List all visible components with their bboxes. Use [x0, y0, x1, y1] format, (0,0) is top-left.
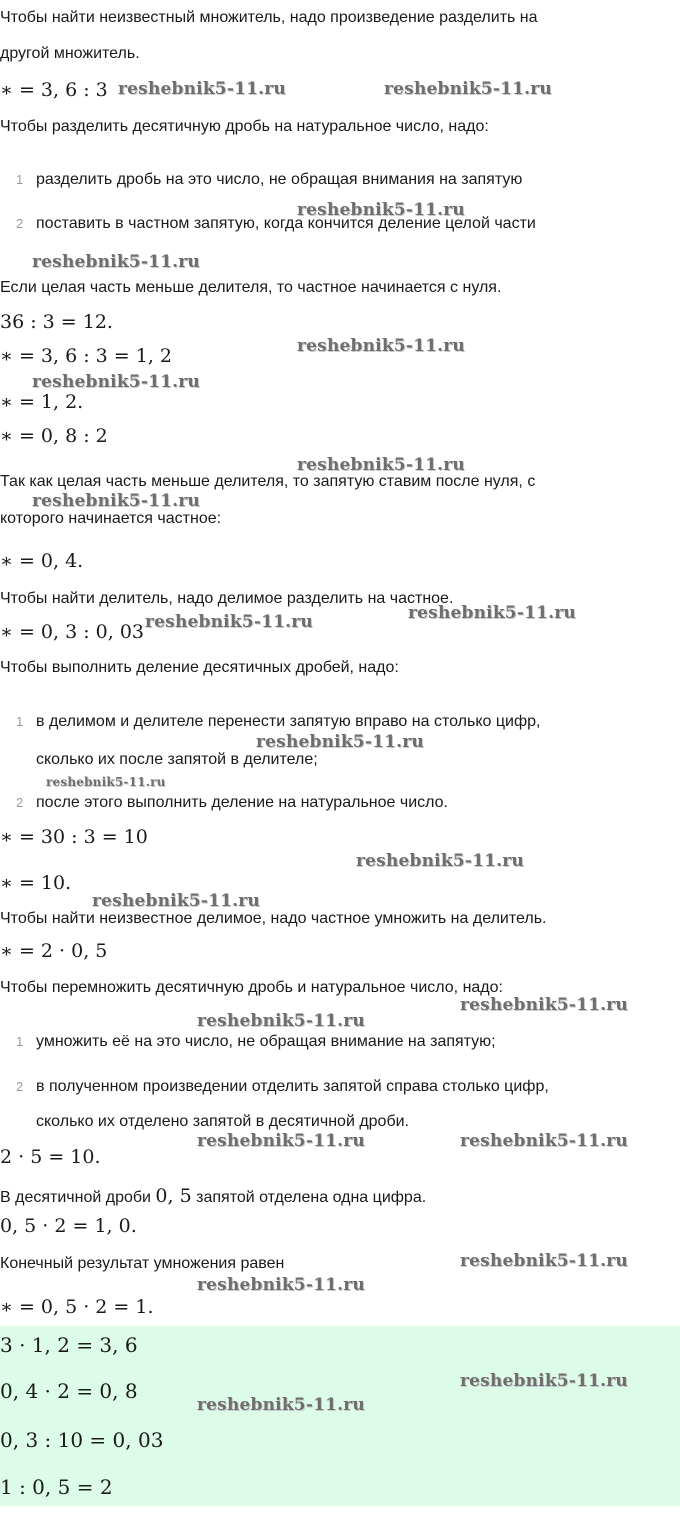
answer-line: 3 · 1, 2 = 3, 6: [0, 1333, 138, 1357]
note-digit: [0, 1183, 426, 1209]
rule-div-nat: Чтобы разделить десятичную дробь на натуральное число, надо:: [0, 118, 489, 135]
equation-2: 36 : 3 = 12.: [0, 311, 113, 333]
step-number: 2: [16, 795, 24, 810]
equation-11: 2 · 5 = 10.: [0, 1146, 101, 1168]
watermark: reshebnik5-11.ru: [46, 775, 166, 789]
watermark: reshebnik5-11.ru: [297, 336, 465, 356]
watermark: reshebnik5-11.ru: [92, 891, 260, 911]
step-number: 1: [16, 172, 24, 187]
watermark: reshebnik5-11.ru: [197, 1011, 365, 1031]
watermark: reshebnik5-11.ru: [145, 612, 313, 632]
watermark: reshebnik5-11.ru: [32, 372, 200, 392]
equation-5: ∗ = 0, 8 : 2: [0, 425, 108, 447]
step-text: после этого выполнить деление на натуральное число.: [36, 794, 448, 811]
step-text: в делимом и делителе перенести запятую вправо на столько цифр,: [36, 713, 541, 730]
watermark: reshebnik5-11.ru: [460, 1131, 628, 1151]
watermark: reshebnik5-11.ru: [197, 1275, 365, 1295]
answer-line: 1 : 0, 5 = 2: [0, 1475, 113, 1499]
answer-block: [0, 1326, 680, 1506]
watermark: reshebnik5-11.ru: [460, 1371, 628, 1391]
step-text: в полученном произведении отделить запятой справа столько цифр,: [36, 1078, 549, 1095]
watermark: reshebnik5-11.ru: [460, 1251, 628, 1271]
step-number: 1: [16, 1034, 24, 1049]
watermark: reshebnik5-11.ru: [297, 200, 465, 220]
rule-factor-line1: Чтобы найти неизвестный множитель, надо произведение разделить на: [0, 9, 538, 26]
note-digit-post: запятой отделена одна цифра.: [191, 1189, 427, 1206]
note-zero: Если целая часть меньше делителя, то частное начинается с нуля.: [0, 279, 502, 296]
watermark: reshebnik5-11.ru: [408, 603, 576, 623]
rule-dividend: Чтобы найти неизвестное делимое, надо частное умножить на делитель.: [0, 910, 547, 927]
step-text: сколько их после запятой в делителе;: [36, 751, 318, 768]
rule-div-dec: Чтобы выполнить деление десятичных дробей, надо:: [0, 659, 399, 676]
note-comma-line1: Так как целая часть меньше делителя, то запятую ставим после нуля, с: [0, 473, 536, 490]
step-number: 2: [16, 1079, 24, 1094]
watermark: reshebnik5-11.ru: [384, 79, 552, 99]
step-text: поставить в частном запятую, когда кончится деление целой части: [36, 215, 536, 232]
step-text: сколько их отделено запятой в десятичной дроби.: [36, 1113, 409, 1130]
answer-line: 0, 3 : 10 = 0, 03: [0, 1428, 164, 1452]
equation-3: ∗ = 3, 6 : 3 = 1, 2: [0, 345, 172, 367]
watermark: reshebnik5-11.ru: [256, 732, 424, 752]
watermark: reshebnik5-11.ru: [32, 252, 200, 272]
rule-mult: Чтобы перемножить десятичную дробь и натуральное число, надо:: [0, 979, 503, 996]
rule-divisor: Чтобы найти делитель, надо делимое разделить на частное.: [0, 590, 454, 607]
watermark: reshebnik5-11.ru: [297, 455, 465, 475]
watermark: reshebnik5-11.ru: [460, 995, 628, 1015]
note-comma-line2: которого начинается частное:: [0, 510, 222, 527]
step-text: разделить дробь на это число, не обращая внимания на запятую: [36, 171, 523, 188]
equation-9: ∗ = 10.: [0, 872, 72, 894]
step-number: 2: [16, 216, 24, 231]
equation-6: ∗ = 0, 4.: [0, 550, 84, 572]
equation-1: ∗ = 3, 6 : 3: [0, 79, 108, 101]
equation-8: ∗ = 30 : 3 = 10: [0, 826, 148, 848]
result-text: Конечный результат умножения равен: [0, 1255, 285, 1272]
step-number: 1: [16, 714, 24, 729]
rule-factor-line2: другой множитель.: [0, 45, 140, 62]
equation-13: ∗ = 0, 5 · 2 = 1.: [0, 1296, 154, 1318]
equation-4: ∗ = 1, 2.: [0, 391, 84, 413]
watermark: reshebnik5-11.ru: [32, 491, 200, 511]
equation-12: 0, 5 · 2 = 1, 0.: [0, 1215, 137, 1237]
note-digit-value: 0, 5: [155, 1185, 192, 1207]
watermark: reshebnik5-11.ru: [356, 851, 524, 871]
equation-7: ∗ = 0, 3 : 0, 03: [0, 621, 144, 643]
watermark: reshebnik5-11.ru: [118, 79, 286, 99]
equation-10: ∗ = 2 · 0, 5: [0, 940, 108, 962]
answer-line: 0, 4 · 2 = 0, 8: [0, 1379, 138, 1403]
note-digit-pre: В десятичной дроби: [0, 1189, 156, 1206]
watermark: reshebnik5-11.ru: [197, 1131, 365, 1151]
watermark: reshebnik5-11.ru: [197, 1395, 365, 1415]
step-text: умножить её на это число, не обращая внимание на запятую;: [36, 1033, 496, 1050]
